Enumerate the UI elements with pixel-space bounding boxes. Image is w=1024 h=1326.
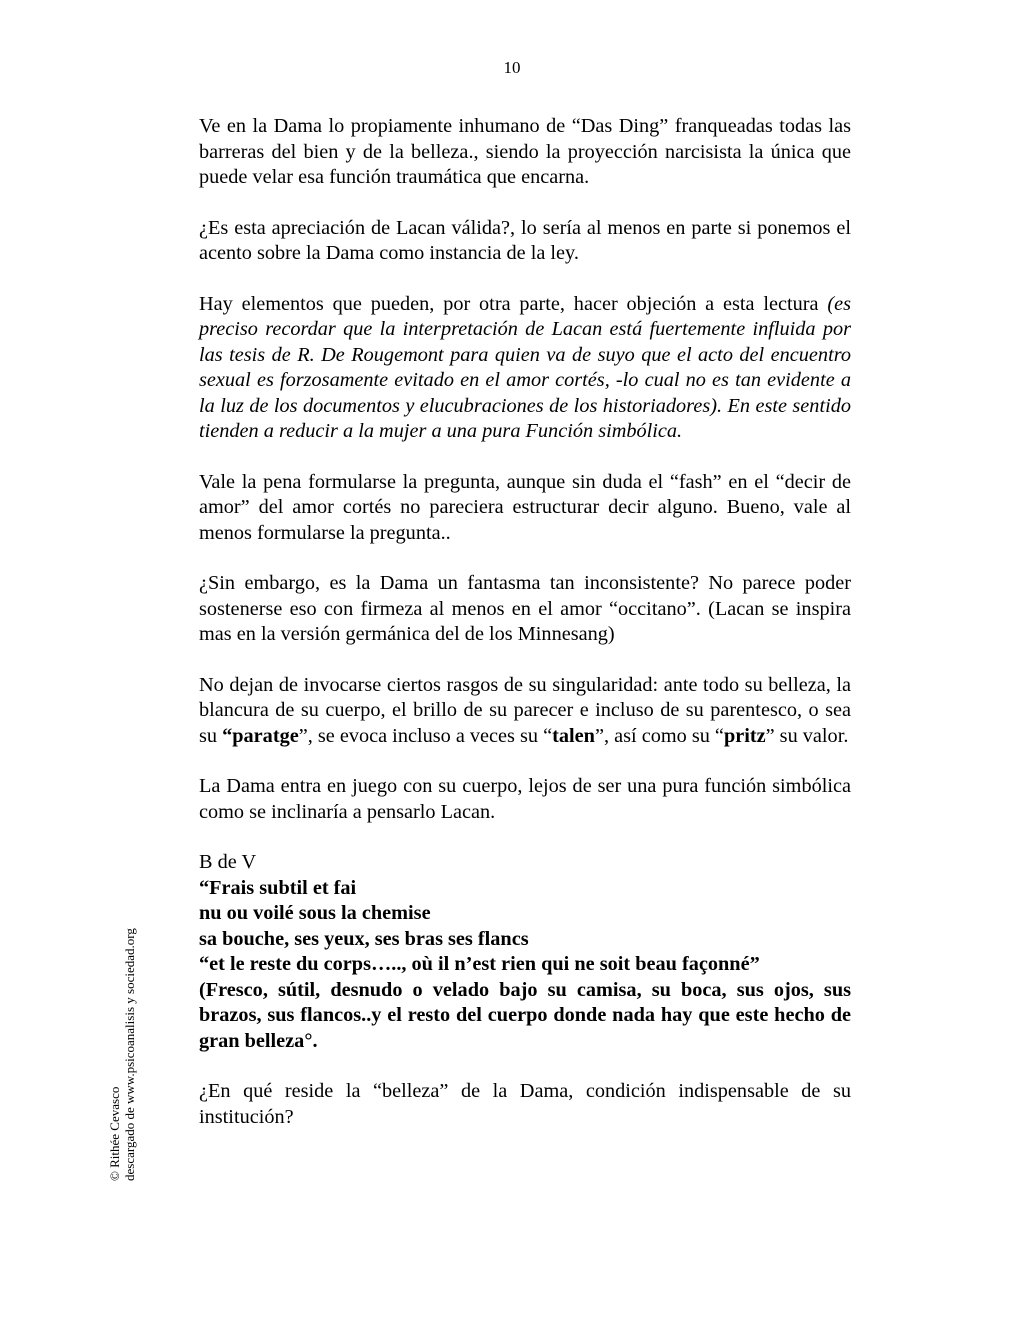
paragraph-1: Ve en la Dama lo propiamente inhumano de “Das Ding” franqueadas todas las barreras del bien y de la belleza., siendo la proyección narcisista la única que puede velar esa función traumática que encarna. [199, 115, 851, 188]
paragraph-6-text-4: ” su valor. [765, 724, 849, 747]
verse-line-2: nu ou voilé sous la chemise [199, 902, 431, 924]
verse-quote [199, 850, 851, 1054]
paragraph-3 [199, 292, 851, 445]
verse-line-3: sa bouche, ses yeux, ses bras ses flancs [199, 927, 529, 950]
paragraph-8: ¿En qué reside la “belleza” de la Dama, condición indispensable de su institución? [199, 1080, 851, 1128]
paragraph-6-text-2: ”, se evoca incluso a veces su “ [298, 724, 553, 747]
verse-line-4: “et le reste du corps….., où il n’est rien qui ne soit beau façonné” [199, 953, 760, 975]
paragraph-6-text-1: No dejan de invocarse ciertos rasgos de su singularidad: ante todo su belleza, la blancura de su cuerpo, el brillo de su parecer e incluso de su parentesco, o sea su [199, 673, 851, 747]
paragraph-3-plain: Hay elementos que pueden, por otra parte, hacer objeción a esta lectura [199, 292, 819, 315]
term-talen: talen [552, 724, 595, 747]
paragraph-6 [199, 673, 851, 750]
paragraph-4: Vale la pena formularse la pregunta, aunque sin duda el “fash” en el “decir de amor” del amor cortés no pareciera estructurar decir alguno. Bueno, vale al menos formularse la pregunta.. [199, 470, 851, 544]
paragraph-2: ¿Es esta apreciación de Lacan válida?, lo sería al menos en parte si ponemos el acento sobre la Dama como instancia de la ley. [199, 216, 851, 264]
page-number: 10 [503, 58, 521, 77]
copyright-line: © Rithée Cevasco [107, 1086, 122, 1181]
verse-line-1: “Frais subtil et fai [199, 876, 357, 899]
term-pritz: pritz [723, 724, 766, 747]
verse-translation: (Fresco, sútil, desnudo o velado bajo su camisa, su boca, sus ojos, sus brazos, sus flancos..y el resto del cuerpo donde nada hay que este hecho de gran belleza°. [199, 978, 851, 1052]
paragraph-3-italic: (es preciso recordar que la interpretación de Lacan está fuertemente influida por las tesis de R. De Rougemont para quien va de suyo que el acto del encuentro sexual es forzosamente evitado en el amor cortés, -lo cual no es tan evidente a la luz de los documentos y elucubraciones de los historiadores). En este sentido tienden a reducir a la mujer a una pura Función simbólica. [199, 292, 851, 442]
paragraph-6-text-3: ”, así como su “ [594, 724, 724, 747]
paragraph-5: ¿Sin embargo, es la Dama un fantasma tan inconsistente? No parece poder sostenerse eso con firmeza al menos en el amor “occitano”. (Lacan se inspira mas en la versión germánica del de los Minnesang) [199, 572, 851, 645]
verse-heading: B de V [199, 851, 257, 873]
paragraph-7: La Dama entra en juego con su cuerpo, lejos de ser una pura función simbólica como se inclinaría a pensarlo Lacan. [199, 775, 851, 823]
source-line: descargado de www.psicoanalisis y sociedad.org [121, 928, 137, 1181]
term-paratge: “paratge [222, 724, 299, 747]
document-body [199, 114, 851, 1130]
